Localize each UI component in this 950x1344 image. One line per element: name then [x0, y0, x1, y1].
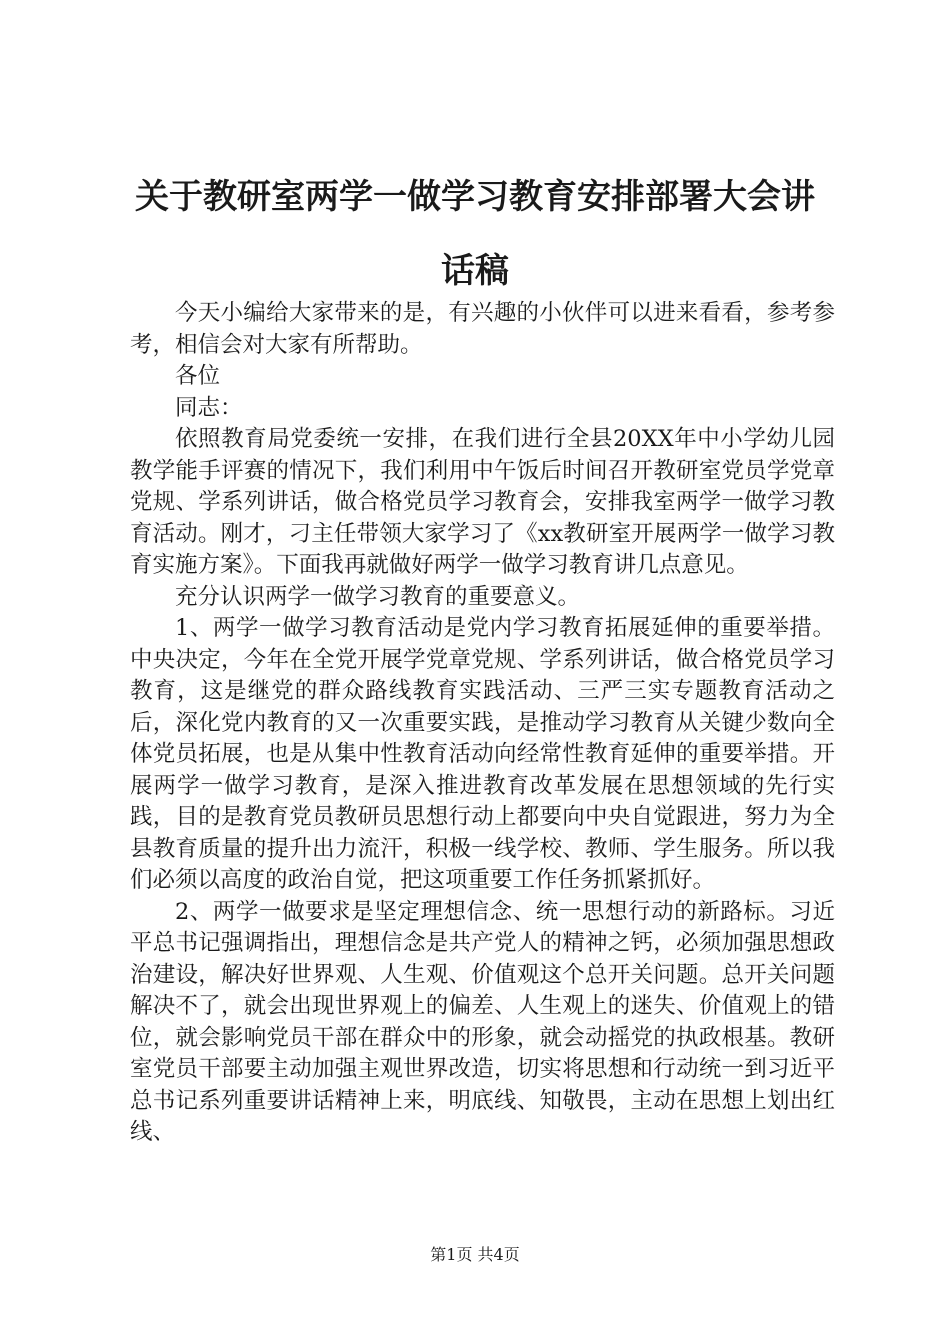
paragraph: 1、两学一做学习教育活动是党内学习教育拓展延伸的重要举措。中央决定，今年在全党开展学党章党规、学系列讲话，做合格党员学习教育，这是继党的群众路线教育实践活动、三严三实专题教育活动之后，深化党内教育的又一次重要实践，是推动学习教育从关键少数向全体党员拓展，也是从集中性教育活动向经常性教育延伸的重要举措。开展两学一做学习教育，是深入推进教育改革发展在思想领域的先行实践，目的是教育党员教研员思想行动上都要向中央自觉跟进，努力为全县教育质量的提升出力流汗，积极一线学校、教师、学生服务。所以我们必须以高度的政治自觉，把这项重要工作任务抓紧抓好。: [130, 615, 835, 893]
paragraph: 2、两学一做要求是坚定理想信念、统一思想行动的新路标。习近平总书记强调指出，理想信念是共产党人的精神之钙，必须加强思想政治建设，解决好世界观、人生观、价值观这个总开关问题。总开关问题解决不了，就会出现世界观上的偏差、人生观上的迷失、价值观上的错位，就会影响党员干部在群众中的形象，就会动摇党的执政根基。教研室党员干部要主动加强主观世界改造，切实将思想和行动统一到习近平总书记系列重要讲话精神上来，明底线、知敬畏，主动在思想上划出红线、: [130, 898, 835, 1145]
page-number-footer: 第1页 共4页: [430, 1245, 520, 1264]
paragraph: 各位: [175, 363, 221, 389]
document-body: [130, 298, 835, 1149]
paragraph: 同志：: [175, 394, 243, 421]
paragraph: 今天小编给大家带来的是，有兴趣的小伙伴可以进来看看，参考参考，相信会对大家有所帮助。: [130, 300, 835, 358]
paragraph: 依照教育局党委统一安排，在我们进行全县20XX年中小学幼儿园教学能手评赛的情况下，我们利用中午饭后时间召开教研室党员学党章党规、学系列讲话，做合格党员学习教育会，安排我室两学一做学习教育活动。刚才，刁主任带领大家学习了《xx教研室开展两学一做学习教育实施方案》。下面我再就做好两学一做学习教育讲几点意见。: [130, 426, 835, 578]
document-title: 关于教研室两学一做学习教育安排部署大会讲话稿: [135, 177, 815, 291]
paragraph: 充分认识两学一做学习教育的重要意义。: [175, 583, 581, 610]
